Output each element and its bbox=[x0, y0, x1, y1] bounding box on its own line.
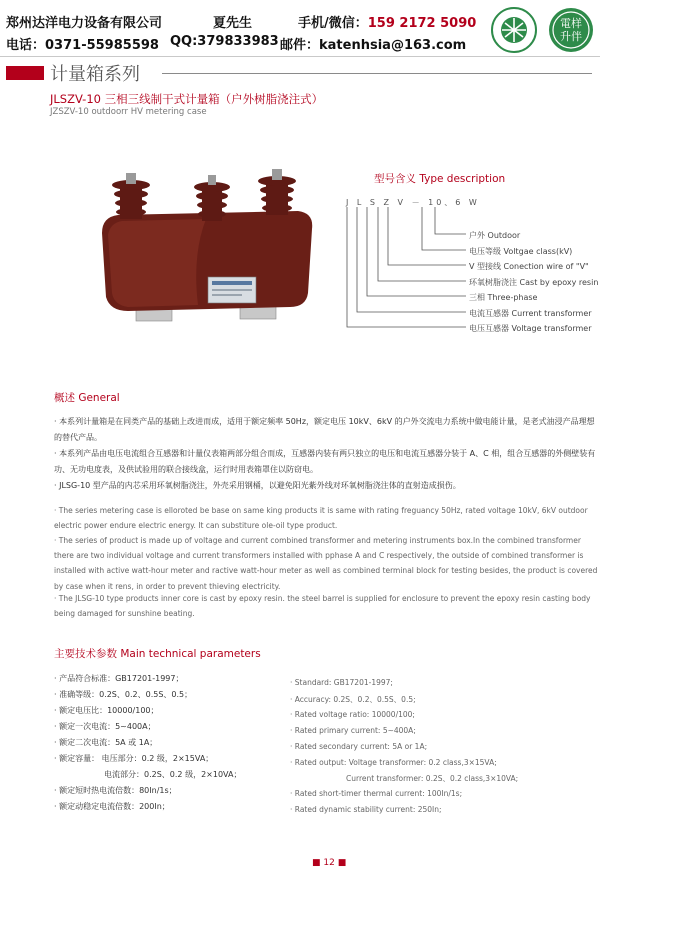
param-en-thermal: · Rated short-timer thermal current: 100In/1s; bbox=[290, 789, 463, 798]
type-code: J L S Z V － 10、6 W bbox=[346, 198, 480, 207]
param-cn-standard: · 产品符合标准：GB17201-1997； bbox=[54, 674, 184, 683]
param-cn-dynamic: · 额定动稳定电流倍数：200In； bbox=[54, 802, 170, 811]
section-marker bbox=[6, 66, 44, 80]
param-en-voltage-ratio: · Rated voltage ratio: 10000/100; bbox=[290, 710, 415, 719]
param-cn-output-voltage: · 额定容量： 电压部分：0.2 级，2×15VA； bbox=[54, 754, 214, 763]
type-description-title: 型号含义 Type description bbox=[374, 173, 506, 185]
param-cn-accuracy: · 准确等级：0.2S、0.2、0.5S、0.5； bbox=[54, 690, 193, 699]
section-rule bbox=[162, 73, 592, 74]
general-en-2: · The series of product is made up of voltage and current combined transformer and metering instruments box.In the combined transformer there are two individual voltage and current transformers installed with pphase A and C respectively, the outside of combined transformer is installed with active watt-hour meter and ractive watt-hour meter as well as combined terminal block for testing besides, the product is covered by case when it rens, in order to prevent thieving electricity. bbox=[54, 536, 598, 591]
datang-logo-text: 電样 升伴 bbox=[560, 17, 582, 43]
general-cn-3: · JLSG-10 型产品的内芯采用环氧树脂浇注，外壳采用钢桶，以避免阳光紫外线对环氧树脂浇注体的直射造成损伤。 bbox=[54, 481, 461, 490]
param-cn-output-current: 电流部分：0.2S、0.2 级，2×10VA； bbox=[104, 770, 242, 779]
phone-label: 电话： bbox=[6, 38, 46, 53]
section-title: 计量箱系列 bbox=[50, 64, 140, 85]
page-number-left-mark: ■ bbox=[312, 858, 321, 868]
mobile-label: 手机/微信： bbox=[298, 16, 368, 31]
company-name: 郑州达洋电力设备有限公司 bbox=[6, 16, 163, 31]
type-item-v-connection: V 型接线 Conection wire of "V" bbox=[469, 262, 589, 271]
parameters-heading: 主要技术参数 Main technical parameters bbox=[54, 648, 261, 660]
product-photo bbox=[88, 165, 318, 335]
type-item-three-phase: 三相 Three-phase bbox=[469, 293, 538, 302]
qq-number: QQ:379833983 bbox=[170, 34, 279, 49]
phone-number: 0371-55985598 bbox=[45, 38, 159, 53]
email-line bbox=[280, 34, 466, 53]
type-item-outdoor: 户外 Outdoor bbox=[469, 231, 521, 240]
contact-person: 夏先生 bbox=[213, 16, 253, 31]
param-en-standard: · Standard: GB17201-1997; bbox=[290, 678, 393, 687]
param-cn-thermal: · 额定短时热电流倍数：80In/1s； bbox=[54, 786, 177, 795]
param-en-secondary-current: · Rated secondary current: 5A or 1A; bbox=[290, 742, 428, 751]
type-item-voltage-class: 电压等级 Voltgae class(kV) bbox=[469, 247, 573, 256]
page-number-right-mark: ■ bbox=[337, 858, 347, 868]
param-en-primary-current: · Rated primary current: 5~400A; bbox=[290, 726, 416, 735]
general-heading: 概述 General bbox=[54, 392, 120, 404]
general-cn-1: · 本系列计量箱是在同类产品的基础上改进而成，适用于额定频率 50Hz，额定电压 10kV、6kV 的户外交流电力系统中做电能计量，是老式油浸产品理想的替代产品。 bbox=[54, 417, 595, 442]
type-item-current-transformer: 电流互感器 Current transformer bbox=[469, 309, 592, 318]
param-en-accuracy: · Accuracy: 0.2S、0.2、0.5S、0.5; bbox=[290, 695, 416, 704]
datang-logo bbox=[545, 6, 597, 54]
header-divider bbox=[0, 56, 600, 57]
type-item-epoxy: 环氧树脂浇注 Cast by epoxy resin bbox=[469, 278, 599, 287]
general-en-3: · The JLSG-10 type products inner core is cast by epoxy resin. the steel barrel is supplied for enclosure to prevent the epoxy resin casting body being damaged for sunshine beating. bbox=[54, 594, 591, 619]
param-cn-secondary-current: · 额定二次电流：5A 或 1A； bbox=[54, 738, 158, 747]
param-cn-voltage-ratio: · 额定电压比：10000/100； bbox=[54, 706, 159, 715]
type-item-voltage-transformer: 电压互感器 Voltage transformer bbox=[469, 324, 592, 333]
phone-line bbox=[6, 34, 159, 53]
param-en-dynamic: · Rated dynamic stability current: 250In; bbox=[290, 805, 442, 814]
page-number bbox=[312, 858, 346, 868]
param-cn-primary-current: · 额定一次电流：5~400A； bbox=[54, 722, 156, 731]
product-title-cn: JLSZV-10 三相三线制干式计量箱（户外树脂浇注式） bbox=[50, 92, 324, 106]
mobile-number: 159 2172 5090 bbox=[367, 16, 477, 31]
page-number-value: 12 bbox=[323, 858, 335, 868]
type-code-diagram bbox=[340, 204, 470, 344]
param-en-output-current: Current transformer: 0.2S、0.2 class,3×10VA; bbox=[346, 774, 519, 783]
product-title-en: JZSZV-10 outdoorr HV metering case bbox=[50, 107, 207, 117]
param-en-output-voltage: · Rated output: Voltage transformer: 0.2 class,3×15VA; bbox=[290, 758, 497, 767]
email-label: 邮件： bbox=[280, 38, 320, 53]
email-address: katenhsia@163.com bbox=[319, 38, 467, 53]
general-cn-2: · 本系列产品由电压电流组合互感器和计量仪表箱两部分组合而成，互感器内装有两只独立的电压和电流互感器分装于 A、C 相，组合互感器的外侧壁装有功、无功电度表，及供试验用的联合接线盒，运行时用表箱罩住以防窃电。 bbox=[54, 449, 596, 474]
state-grid-logo bbox=[488, 6, 540, 54]
mobile-line bbox=[298, 12, 476, 31]
general-en-1: · The series metering case is elloroted be base on same king products it is same with rating freguancy 50Hz, rated voltage 10kV, 6kV outdoor electric power endure electric energy. It can substiture ole-oil type product. bbox=[54, 506, 588, 531]
